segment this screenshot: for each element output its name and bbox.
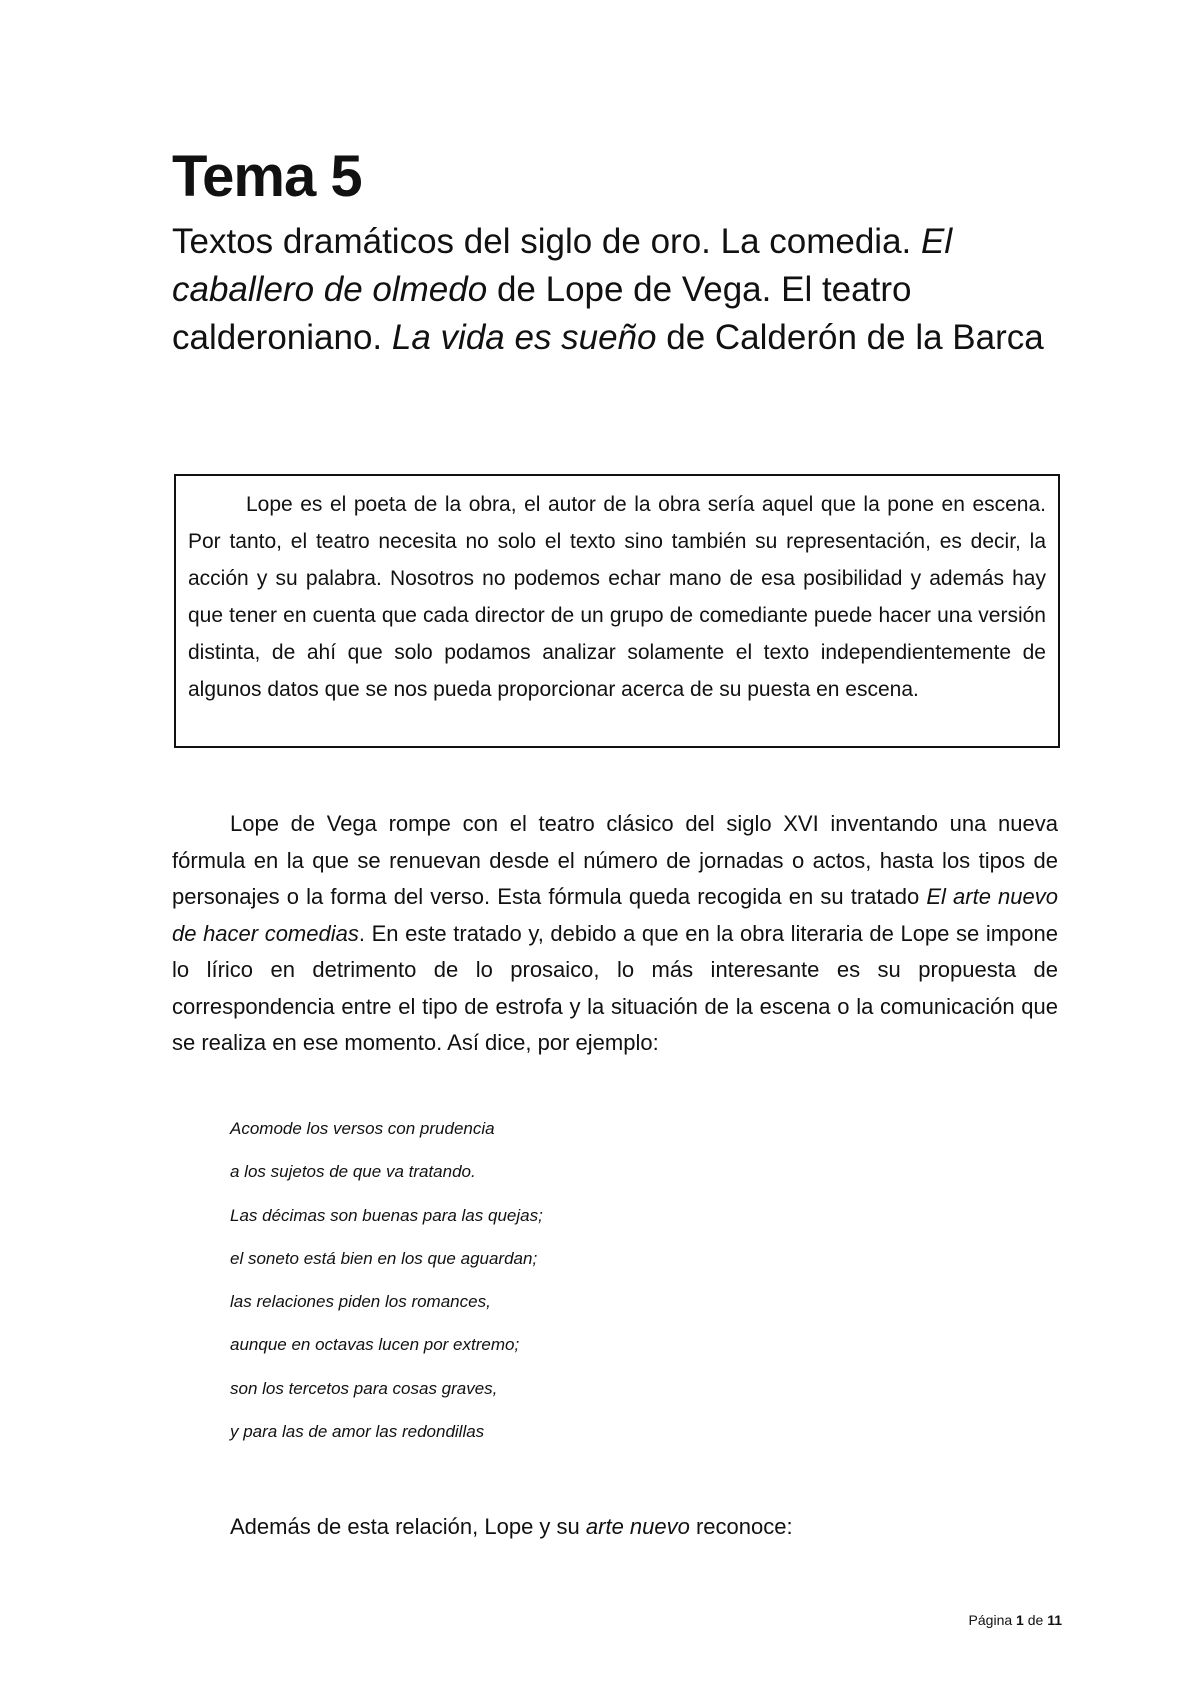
page-title: Tema 5: [172, 144, 362, 209]
verse-line: a los sujetos de que va tratando.: [230, 1162, 476, 1182]
total-pages: 11: [1047, 1612, 1062, 1628]
page-subtitle: [172, 218, 1072, 362]
paragraph-text: . En este tratado y, debido a que en la obra literaria de Lope se impone lo lírico en detrimento de lo prosaico, lo más interesante es su propuesta de correspondencia entre el tipo de estrofa y la situación de la escena o la comunicación que se realiza en ese momento. Así dice, por ejemplo:: [172, 920, 1058, 1055]
verse-line: Acomode los versos con prudencia: [230, 1119, 495, 1138]
subtitle-work-title: La vida es sueño: [391, 318, 657, 357]
page-number: [969, 1611, 1062, 1629]
subtitle-text: de Calderón de la Barca: [656, 318, 1044, 357]
verse-line: son los tercetos para cosas graves,: [230, 1378, 498, 1398]
verse-quote: [230, 1118, 930, 1464]
intro-box: [174, 474, 1060, 748]
page-connector: de: [1027, 1612, 1044, 1628]
page-label: Página: [968, 1612, 1013, 1628]
subtitle-text: de Lope de Vega. El teatro calderoniano.: [172, 270, 912, 357]
intro-box-text: Lope es el poeta de la obra, el autor de la obra sería aquel que la pone en escena. Por tanto, el teatro necesita no solo el texto sino también su representación, es decir, la acción y su palabra. Nosotros no podemos echar mano de esa posibilidad y además hay que tener en cuenta que cada director de un grupo de comediante puede hacer una versión distinta, de ahí que solo podamos analizar solamente el texto independientemente de algunos datos que se nos pueda proporcionar acerca de su puesta en escena.: [188, 493, 1046, 701]
verse-line: y para las de amor las redondillas: [230, 1422, 485, 1442]
closing-text: Además de esta relación, Lope y su: [230, 1514, 586, 1539]
closing-line: [230, 1512, 1050, 1542]
closing-italic: arte nuevo: [585, 1514, 690, 1539]
verse-line: el soneto está bien en los que aguardan;: [230, 1248, 538, 1268]
current-page: 1: [1016, 1612, 1024, 1628]
treatise-title: El arte nuevo de hacer comedias: [172, 884, 1059, 946]
paragraph-text: Lope de Vega rompe con el teatro clásico del siglo XVI inventando una nueva fórmula en la que se renuevan desde el número de jornadas o actos, hasta los tipos de personajes o la forma del verso. Esta fórmula queda recogida en su tratado: [172, 811, 1058, 909]
verse-line: las relaciones piden los romances,: [230, 1292, 491, 1312]
subtitle-text: Textos dramáticos del siglo de oro. La comedia.: [172, 222, 921, 261]
subtitle-work-title: El caballero de olmedo: [172, 222, 953, 309]
closing-text: reconoce:: [689, 1514, 793, 1539]
verse-line: Las décimas son buenas para las quejas;: [230, 1205, 543, 1225]
verse-line: aunque en octavas lucen por extremo;: [230, 1335, 520, 1355]
body-paragraph: [172, 806, 1058, 1062]
